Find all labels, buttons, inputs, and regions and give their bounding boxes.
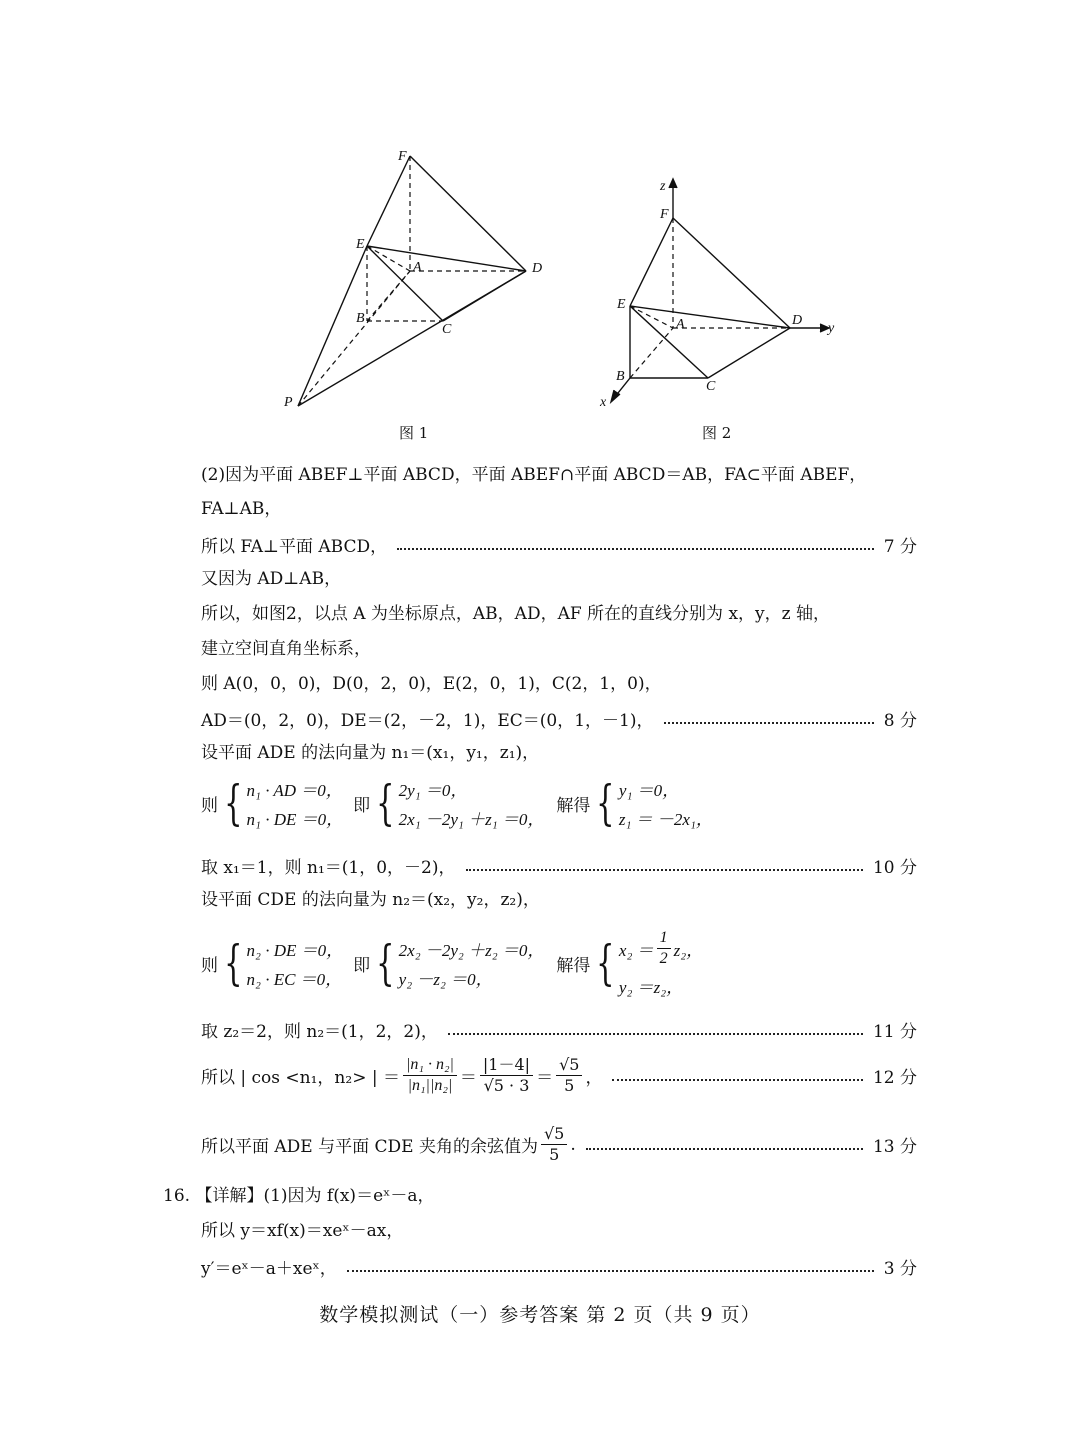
score-row-8	[201, 706, 917, 731]
fig2-label-x: x	[600, 395, 607, 410]
sys1-a2: n₁ · DE ＝0，	[246, 810, 344, 829]
frac-den: 2	[659, 950, 668, 967]
score-leader-dots	[586, 1148, 863, 1150]
equation-system-1	[201, 776, 713, 830]
sys2-a2: n₂ · EC ＝0，	[246, 970, 343, 989]
fig1-label-E: E	[356, 237, 365, 252]
frac-den: 5	[564, 1076, 575, 1095]
cos-eq: ＝	[459, 1068, 477, 1088]
sys2-ze: 则	[201, 955, 218, 976]
figure-2-caption: 图 2	[702, 424, 732, 442]
solution-line-5: 所以，如图2，以点 A 为坐标原点，AB，AD，AF 所在的直线分别为 x，y，z 轴，	[201, 604, 831, 624]
solution-line-7: 则 A(0，0，0)，D(0，2，0)，E(2，0，1)，C(2，1，0)，	[201, 674, 662, 694]
final-expression	[201, 1124, 576, 1165]
solution-line-2: FA⊥AB，	[201, 499, 282, 519]
fig2-label-y: y	[828, 321, 835, 336]
score-7: 7 分	[883, 537, 917, 557]
sys2-jd: 解得	[556, 955, 591, 976]
score-row-11	[201, 1017, 917, 1042]
final-post: .	[570, 1134, 576, 1155]
frac-num: √5	[556, 1055, 582, 1076]
score-12: 12 分	[872, 1068, 917, 1088]
fraction-values	[480, 1055, 533, 1096]
sys2-b2: y₂ －z₂ ＝0，	[398, 970, 493, 989]
fig1-label-P: P	[284, 395, 293, 410]
solution-line-4: 又因为 AD⊥AB，	[201, 569, 342, 589]
fig1-label-B: B	[356, 311, 365, 326]
fig1-label-D: D	[532, 261, 543, 276]
score-leader-dots	[664, 722, 874, 724]
figure-1	[270, 140, 560, 420]
figure-1-diagram	[270, 140, 560, 420]
equation-system-2	[201, 928, 703, 998]
left-brace-icon: {	[376, 775, 395, 831]
cos-pre: 所以 | cos <n₁，n₂> | ＝	[201, 1068, 400, 1088]
cos-eq: ＝	[536, 1068, 554, 1088]
sys1-ji: 即	[353, 795, 371, 816]
sys2-col-a	[247, 936, 344, 990]
fig2-label-D: D	[792, 313, 803, 328]
left-brace-icon: {	[376, 935, 395, 991]
frac-den: 5	[549, 1145, 560, 1164]
sys2-c2: y₂ ＝z₂，	[618, 978, 684, 997]
sys2-c1	[619, 928, 703, 969]
left-brace-icon: {	[224, 935, 243, 991]
sys2-col-c	[619, 928, 703, 998]
score-10: 10 分	[872, 858, 917, 878]
score-leader-dots	[347, 1270, 874, 1272]
solution-line-10: 取 x₁＝1，则 n₁＝(1，0，－2)，	[201, 858, 456, 878]
figure-2-diagram	[590, 170, 850, 415]
solution-line-9: 设平面 ADE 的法向量为 n₁＝(x₁，y₁，z₁)，	[201, 743, 540, 763]
score-row-13	[201, 1124, 917, 1165]
solution-line-1: (2)因为平面 ABEF⊥平面 ABCD，平面 ABEF∩平面 ABCD＝AB，FA⊂平面 ABEF，	[201, 465, 867, 485]
score-13: 13 分	[872, 1137, 917, 1157]
sys2-b1: 2x₂ －2y₂ ＋z₂ ＝0，	[398, 941, 545, 960]
fraction-one-half	[657, 928, 671, 969]
solution-line-6: 建立空间直角坐标系，	[201, 639, 371, 659]
fig2-label-B: B	[616, 369, 625, 384]
q16-score-3: 3 分	[883, 1259, 917, 1279]
fig1-label-A: A	[413, 260, 422, 275]
solution-line-11: 设平面 CDE 的法向量为 n₂＝(x₂，y₂，z₂)，	[201, 890, 540, 910]
fraction-final	[541, 1124, 567, 1165]
sys1-c1: y₁ ＝0，	[618, 781, 680, 800]
left-brace-icon: {	[596, 775, 615, 831]
left-brace-icon: {	[224, 775, 243, 831]
score-leader-dots	[397, 548, 874, 550]
fig2-label-C: C	[706, 379, 716, 394]
figure-2	[590, 170, 850, 415]
sys1-col-b	[399, 776, 545, 830]
sys1-c2: z₁ ＝ －2x₁，	[618, 810, 713, 829]
score-row-10	[201, 853, 917, 878]
sys2-ji: 即	[353, 955, 371, 976]
q16-line-1: 16. 【详解】(1)因为 f(x)＝eˣ－a，	[163, 1186, 435, 1206]
fig2-label-E: E	[617, 297, 626, 312]
q16-line-3: y′＝eˣ－a＋xeˣ，	[201, 1259, 337, 1279]
solution-line-8: AD＝(0，2，0)，DE＝(2，－2，1)，EC＝(0，1，－1)，	[201, 711, 654, 731]
score-11: 11 分	[872, 1022, 917, 1042]
sys1-a1: n₁ · AD ＝0，	[246, 781, 343, 800]
page-footer: 数学模拟测试（一）参考答案 第 2 页（共 9 页）	[319, 1304, 761, 1326]
frac-num: 1	[657, 928, 671, 949]
score-leader-dots	[612, 1079, 863, 1081]
q16-line-2: 所以 y＝xf(x)＝xeˣ－ax，	[201, 1221, 404, 1241]
sys2-c1a: x₂ ＝	[618, 941, 654, 960]
sys1-col-a	[247, 776, 344, 830]
fraction-dot-over-norms	[403, 1055, 457, 1096]
sys2-col-b	[399, 936, 545, 990]
score-row-q16-3	[201, 1254, 917, 1279]
score-row-12	[201, 1055, 917, 1096]
figure-1-caption: 图 1	[399, 424, 429, 442]
sys1-ze: 则	[201, 795, 218, 816]
solution-line-12: 取 z₂＝2，则 n₂＝(1，2，2)，	[201, 1022, 438, 1042]
solution-line-3: 所以 FA⊥平面 ABCD，	[201, 537, 388, 557]
sys2-c1b: z₂，	[673, 941, 704, 960]
sys1-b1: 2y₁ ＝0，	[398, 781, 468, 800]
sys2-a1: n₂ · DE ＝0，	[246, 941, 344, 960]
cos-expression	[201, 1055, 602, 1096]
score-leader-dots	[448, 1033, 863, 1035]
frac-den: √5 · 3	[483, 1076, 530, 1095]
fraction-result	[556, 1055, 582, 1096]
fig1-label-C: C	[442, 322, 452, 337]
score-8: 8 分	[883, 711, 917, 731]
score-row-7	[201, 532, 917, 557]
cos-post: ，	[585, 1068, 603, 1088]
sys1-col-c	[619, 776, 713, 830]
fig2-label-F: F	[660, 207, 669, 222]
score-leader-dots	[466, 869, 863, 871]
fig1-label-F: F	[398, 149, 407, 164]
frac-num: √5	[541, 1124, 567, 1145]
frac-num: |n₁ · n₂|	[403, 1055, 457, 1076]
fig2-label-z: z	[660, 179, 666, 194]
left-brace-icon: {	[596, 935, 615, 991]
fig2-label-A: A	[676, 317, 685, 332]
sys1-jd: 解得	[556, 795, 591, 816]
frac-den: |n₁||n₂|	[407, 1077, 453, 1094]
frac-num: |1－4|	[480, 1055, 533, 1076]
final-pre: 所以平面 ADE 与平面 CDE 夹角的余弦值为	[201, 1137, 538, 1157]
sys1-b2: 2x₁ －2y₁ ＋z₁ ＝0，	[398, 810, 545, 829]
